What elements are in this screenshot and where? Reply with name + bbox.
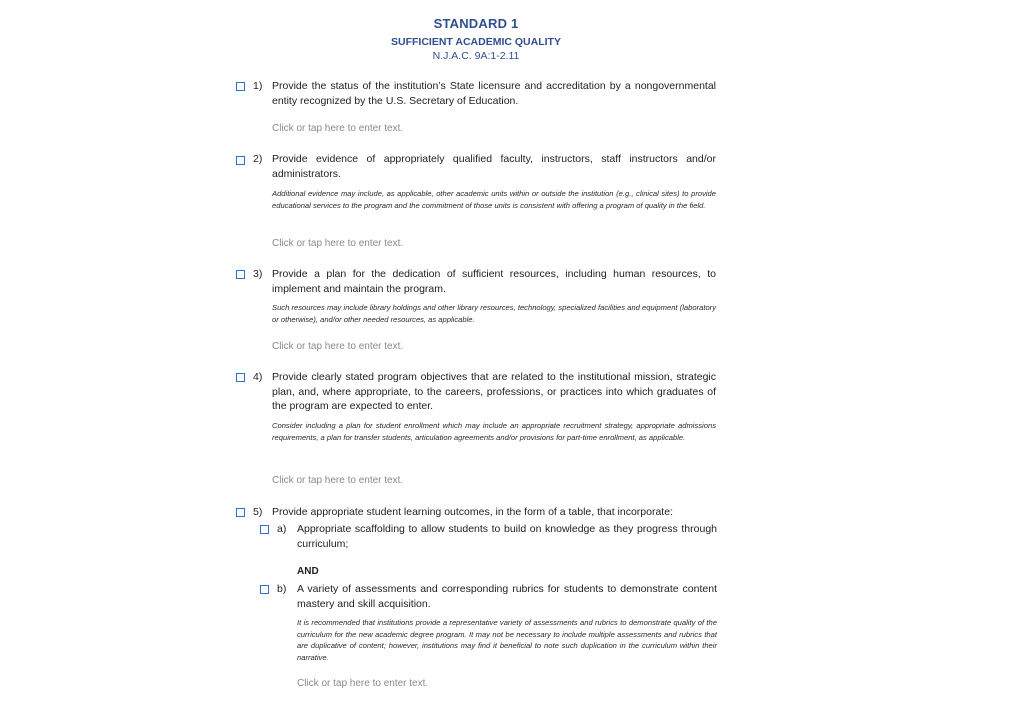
item-4-checkbox[interactable] [236, 373, 245, 382]
item-2-note: Additional evidence may include, as applicable, other academic units within or outside the institution (e.g., clinical sites) to provide educational services to the program and the commitment of those units is consistent with offering a program of quality in the field. [272, 189, 716, 210]
item-5b-letter: b) [277, 583, 287, 595]
item-5-checkbox[interactable] [236, 508, 245, 517]
item-3-checkbox[interactable] [236, 270, 245, 279]
standard-subtitle: SUFFICIENT ACADEMIC QUALITY [391, 36, 561, 48]
item-5-response-field[interactable]: Click or tap here to enter text. [297, 678, 429, 689]
item-5b-text: A variety of assessments and corresponding rubrics for students to demonstrate content mastery and skill acquisition. [297, 583, 717, 610]
item-1-text: Provide the status of the institution’s State licensure and accreditation by a nongovernmental entity recognized by the U.S. Secretary of Education. [272, 80, 716, 107]
item-3-number: 3) [253, 268, 263, 280]
item-2-text: Provide evidence of appropriately qualified faculty, instructors, staff instructors and/or administrators. [272, 153, 716, 180]
regulation-citation: N.J.A.C. 9A:1-2.11 [432, 50, 520, 62]
standard-title: STANDARD 1 [433, 16, 519, 31]
item-5-number: 5) [253, 506, 263, 518]
item-4-response-field[interactable]: Click or tap here to enter text. [272, 475, 404, 486]
item-1-checkbox[interactable] [236, 82, 245, 91]
item-2-number: 2) [253, 153, 263, 165]
item-4-note: Consider including a plan for student enrollment which may include an appropriate recruitment strategy, appropriate admissions requirements, a plan for transfer students, articulation agreements and/or provisions for part-time enrollment, as applicable. [272, 421, 716, 442]
item-5b-note: It is recommended that institutions provide a representative variety of assessments and rubrics to demonstrate quality of the curriculum for the new academic degree program. It may not be necessary to include multiple assessments and rubrics that are duplicative of content; however, institutions may find it beneficial to note such duplication in the curriculum within their narrative. [297, 618, 717, 662]
item-4-number: 4) [253, 371, 263, 383]
item-4-text: Provide clearly stated program objectives that are related to the institutional mission, strategic plan, and, where appropriate, to the careers, professions, or practices into which graduates of the program are expected to enter. [272, 371, 716, 412]
item-5a-letter: a) [277, 523, 287, 535]
item-3-text: Provide a plan for the dedication of sufficient resources, including human resources, to implement and maintain the program. [272, 268, 716, 295]
item-5-text: Provide appropriate student learning outcomes, in the form of a table, that incorporate: [272, 506, 673, 518]
item-5b-checkbox[interactable] [260, 585, 269, 594]
item-2-checkbox[interactable] [236, 156, 245, 165]
item-2-response-field[interactable]: Click or tap here to enter text. [272, 238, 404, 249]
item-1-response-field[interactable]: Click or tap here to enter text. [272, 123, 404, 134]
item-1-number: 1) [253, 80, 263, 92]
item-5a-text: Appropriate scaffolding to allow students to build on knowledge as they progress through curriculum; [297, 523, 717, 550]
item-3-response-field[interactable]: Click or tap here to enter text. [272, 341, 404, 352]
item-3-note: Such resources may include library holdings and other library resources, technology, specialized facilities and equipment (laboratory or otherwise), and/or other needed resources, as applicable. [272, 303, 716, 324]
and-connector: AND [297, 566, 319, 577]
item-5a-checkbox[interactable] [260, 525, 269, 534]
